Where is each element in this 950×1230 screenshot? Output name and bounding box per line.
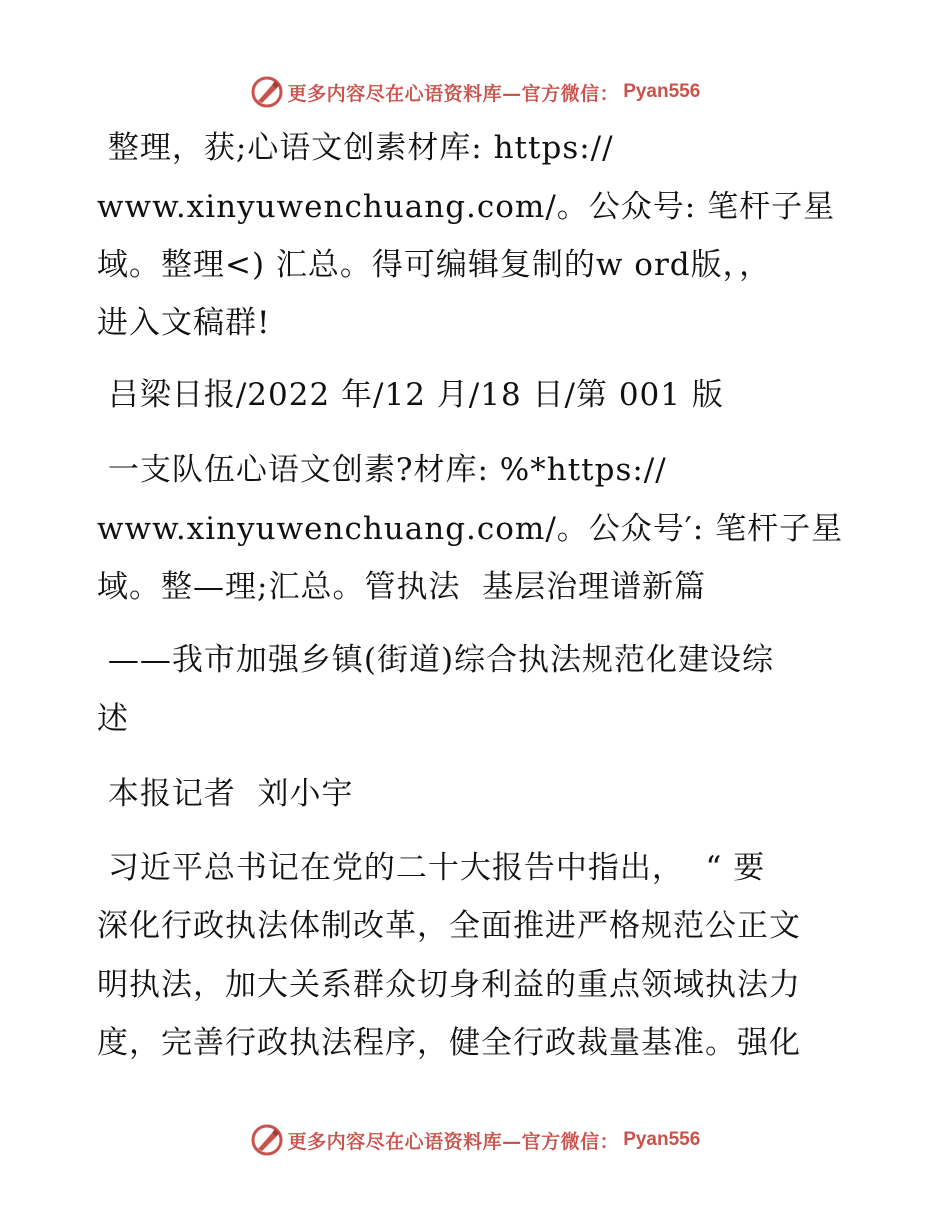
body-line: 整理，获;心语文创素材库: https://: [97, 130, 614, 166]
subtitle-line: 述: [97, 701, 129, 737]
banner-wechat-id: Pyan556: [623, 81, 701, 102]
subtitle-line: ——我市加强乡镇(街道)综合执法规范化建设综: [97, 642, 775, 678]
paragraph-line: 深化行政执法体制改革，全面推进严格规范公正文: [97, 908, 801, 944]
body-line: 域。整理<) 汇总。得可编辑复制的w ord版，，: [97, 247, 772, 283]
header-banner: [0, 70, 950, 114]
paragraph-line: 明执法，加大关系群众切身利益的重点领域执法力: [97, 967, 801, 1003]
body-line: www.xinyuwenchuang.com/。公众号: 笔杆子星: [97, 189, 836, 225]
pen-logo-icon: [250, 75, 284, 109]
footer-banner: [0, 1118, 950, 1162]
banner-wechat-id: Pyan556: [623, 1129, 701, 1150]
body-line: www.xinyuwenchuang.com/。公众号′: 笔杆子星: [97, 511, 844, 547]
paragraph-line: 习近平总书记在党的二十大报告中指出， “ 要: [97, 850, 766, 886]
paragraph-line: 度，完善行政执法程序，健全行政裁量基准。强化: [97, 1025, 801, 1061]
body-line: 一支队伍心语文创素?材库: %*https://: [97, 452, 667, 488]
byline: 本报记者 刘小宇: [97, 776, 354, 812]
headline-line: 域。整—理;汇总。管执法 基层治理谱新篇: [97, 569, 707, 605]
pen-logo-icon: [250, 1123, 284, 1157]
edition-line: 吕梁日报/2022 年/12 月/18 日/第 001 版: [97, 377, 724, 413]
body-line: 进入文稿群!: [97, 305, 271, 341]
banner-text: 更多内容尽在心语资料库—官方微信：: [287, 82, 620, 105]
banner-text: 更多内容尽在心语资料库—官方微信：: [287, 1130, 620, 1153]
